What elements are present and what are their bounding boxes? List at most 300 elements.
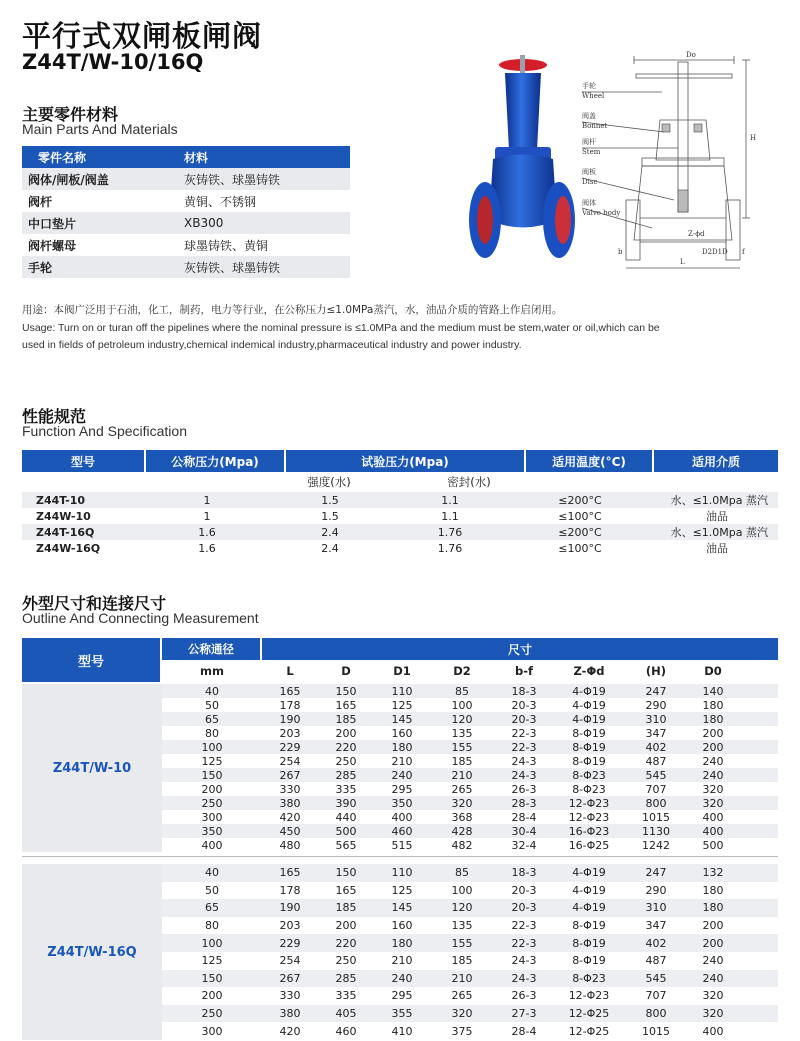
- outline-cell: 250: [201, 796, 223, 810]
- outline-cell: 12-Φ23: [568, 810, 610, 824]
- outline-cell: 203: [279, 919, 301, 933]
- outline-cell: 310: [645, 901, 667, 915]
- outline-cell: 8-Φ23: [572, 971, 606, 985]
- outline-cell: 707: [645, 989, 667, 1003]
- outline-cell: 22-3: [511, 936, 537, 950]
- table-row: [162, 796, 778, 810]
- outline-cell: 190: [279, 712, 301, 726]
- usage-text-en: Usage: Turn on or turan off the pipelines where the nominal pressure is ≤1.0MPa and the medium must be stem,water or oil,which can be used in fields of petroleum industry,chemical indemical industry,pharmaceutical industry and power industry.: [22, 322, 660, 351]
- outline-cell: 267: [279, 768, 301, 782]
- outline-cell: 140: [702, 684, 724, 698]
- outline-cell: 80: [205, 919, 219, 933]
- outline-header-dn: 公称通径: [162, 638, 260, 660]
- table-row: [162, 899, 778, 917]
- outline-cell: 110: [391, 684, 413, 698]
- outline-cell: 210: [391, 754, 413, 768]
- outline-col-header: D0: [704, 664, 722, 678]
- outline-cell: 4-Φ19: [572, 698, 606, 712]
- outline-cell: 185: [451, 954, 473, 968]
- outline-cell: 150: [201, 971, 223, 985]
- parts-header-name: 零件名称: [38, 150, 87, 165]
- outline-cell: 150: [335, 866, 357, 880]
- spec-nominal: 1.6: [198, 541, 216, 555]
- spec-model: Z44T-10: [36, 493, 86, 507]
- outline-cell: 85: [455, 866, 469, 880]
- part-material: 灰铸铁、球墨铸铁: [184, 260, 281, 275]
- spec-medium: 油品: [706, 510, 728, 523]
- parts-table-header: [22, 146, 350, 168]
- table-row: [22, 168, 350, 190]
- outline-cell: 12-Φ25: [568, 1007, 610, 1021]
- spec-model: Z44T-16Q: [36, 525, 95, 539]
- outline-cell: 24-3: [511, 754, 537, 768]
- outline-cell: 200: [201, 782, 223, 796]
- table-row: [22, 524, 778, 540]
- outline-cell: 487: [645, 754, 667, 768]
- table-row: [22, 256, 350, 278]
- outline-cell: 185: [335, 712, 357, 726]
- diagram-label-disc-en: Disc: [582, 178, 598, 186]
- table-row: [22, 508, 778, 524]
- table-row: [162, 754, 778, 768]
- table-row: [162, 824, 778, 838]
- outline-col-header: (H): [645, 664, 667, 678]
- outline-cell: 80: [205, 726, 219, 740]
- outline-cell: 450: [279, 824, 301, 838]
- outline-cell: 8-Φ19: [572, 740, 606, 754]
- outline-cell: 18-3: [511, 684, 537, 698]
- outline-cell: 125: [201, 954, 223, 968]
- outline-cell: 240: [391, 971, 413, 985]
- outline-cell: 380: [279, 796, 301, 810]
- diagram-label-f: f: [742, 248, 745, 256]
- spec-medium: 油品: [706, 542, 728, 555]
- outline-cell: 254: [279, 754, 301, 768]
- table-row: [162, 782, 778, 796]
- outline-cell: 155: [451, 936, 473, 950]
- outline-cell: 8-Φ19: [572, 936, 606, 950]
- spec-header-temp: 适用温度(°C): [526, 450, 652, 472]
- outline-group-16q: [22, 864, 778, 1040]
- outline-cell: 330: [279, 989, 301, 1003]
- spec-table: [22, 450, 778, 556]
- diagram-label-d2: D2: [702, 248, 713, 256]
- outline-table: [22, 638, 778, 1040]
- outline-cell: 28-4: [511, 1024, 537, 1038]
- outline-cell: 125: [201, 754, 223, 768]
- outline-cell: 20-3: [511, 698, 537, 712]
- outline-cell: 420: [279, 810, 301, 824]
- outline-cell: 320: [702, 796, 724, 810]
- outline-cell: 400: [702, 824, 724, 838]
- outline-cell: 330: [279, 782, 301, 796]
- outline-cell: 165: [279, 866, 301, 880]
- diagram-label-h: H: [750, 134, 757, 142]
- spec-medium: 水、≤1.0Mpa 蒸汽: [670, 494, 768, 507]
- valve-photo: [455, 55, 575, 270]
- spec-header-model: 型号: [22, 450, 144, 472]
- outline-cell: 200: [702, 919, 724, 933]
- outline-cell: 200: [702, 726, 724, 740]
- table-row: [162, 740, 778, 754]
- outline-cell: 18-3: [511, 866, 537, 880]
- outline-cell: 1015: [642, 1024, 670, 1038]
- outline-cell: 200: [335, 726, 357, 740]
- valve-cross-section-drawing: [582, 50, 782, 275]
- outline-cell: 180: [702, 883, 724, 897]
- outline-cell: 160: [391, 726, 413, 740]
- outline-cell: 178: [279, 883, 301, 897]
- outline-cell: 165: [279, 684, 301, 698]
- outline-cell: 26-3: [511, 782, 537, 796]
- outline-cell: 440: [335, 810, 357, 824]
- model-subtitle: Z44T/W-10/16Q: [22, 50, 204, 74]
- outline-cell: 400: [391, 810, 413, 824]
- outline-group-rows: [162, 684, 778, 852]
- outline-cell: 8-Φ19: [572, 954, 606, 968]
- spec-temp: ≤100°C: [558, 541, 602, 555]
- outline-cell: 545: [645, 971, 667, 985]
- outline-cell: 4-Φ19: [572, 712, 606, 726]
- spec-strength: 2.4: [321, 541, 339, 555]
- outline-cell: 1015: [642, 810, 670, 824]
- spec-model: Z44W-16Q: [36, 541, 101, 555]
- diagram-label-bonnet-en: Bonnet: [582, 122, 608, 130]
- diagram-label-body-cn: 阀体: [582, 199, 596, 207]
- outline-cell: 40: [205, 684, 219, 698]
- table-row: [162, 1022, 778, 1040]
- outline-group-model: Z44T/W-10: [22, 684, 162, 852]
- outline-cell: 420: [279, 1024, 301, 1038]
- outline-col-header: D: [341, 664, 351, 678]
- outline-cell: 28-4: [511, 810, 537, 824]
- outline-group-rows: [162, 864, 778, 1040]
- spec-nominal: 1: [203, 509, 211, 523]
- outline-cell: 50: [205, 883, 219, 897]
- parts-table: [22, 146, 350, 278]
- outline-cell: 247: [645, 684, 667, 698]
- outline-cell: 180: [702, 698, 724, 712]
- table-row: [162, 684, 778, 698]
- table-row: [162, 917, 778, 935]
- outline-cell: 203: [279, 726, 301, 740]
- outline-heading-en: Outline And Connecting Measurement: [22, 610, 259, 626]
- outline-cell: 150: [335, 684, 357, 698]
- outline-cell: 185: [451, 754, 473, 768]
- spec-sub-seal: 密封(水): [447, 475, 491, 489]
- outline-cell: 27-3: [511, 1007, 537, 1021]
- outline-cell: 65: [205, 712, 219, 726]
- outline-cell: 8-Φ19: [572, 754, 606, 768]
- outline-cell: 16-Φ25: [568, 838, 610, 852]
- outline-cell: 12-Φ25: [568, 1024, 610, 1038]
- outline-cell: 165: [335, 883, 357, 897]
- part-name: 中口垫片: [28, 216, 77, 231]
- outline-cell: 565: [335, 838, 357, 852]
- part-material: 黄铜、不锈钢: [184, 194, 257, 209]
- diagram-label-do: Do: [686, 51, 696, 59]
- outline-cell: 8-Φ19: [572, 726, 606, 740]
- outline-cell: 240: [391, 768, 413, 782]
- outline-cell: 515: [391, 838, 413, 852]
- table-row: [162, 810, 778, 824]
- outline-cell: 400: [702, 1024, 724, 1038]
- outline-cell: 180: [702, 712, 724, 726]
- parts-heading-cn: 主要零件材料: [22, 105, 119, 124]
- outline-cell: 180: [391, 740, 413, 754]
- outline-cell: 4-Φ19: [572, 901, 606, 915]
- outline-cell: 310: [645, 712, 667, 726]
- page-title: 平行式双闸板闸阀: [22, 19, 263, 53]
- table-row: [162, 1005, 778, 1023]
- outline-cell: 125: [391, 698, 413, 712]
- outline-column-headers: [162, 660, 778, 682]
- table-row: [162, 864, 778, 882]
- outline-cell: 220: [335, 740, 357, 754]
- outline-group-model: Z44T/W-16Q: [22, 864, 162, 1040]
- spec-subheader: [22, 472, 778, 492]
- part-name: 阀杆: [28, 194, 53, 209]
- outline-cell: 145: [391, 712, 413, 726]
- outline-cell: 40: [205, 866, 219, 880]
- outline-cell: 320: [451, 1007, 473, 1021]
- outline-cell: 380: [279, 1007, 301, 1021]
- spec-sub-strength: 强度(水): [307, 475, 351, 489]
- outline-cell: 165: [335, 698, 357, 712]
- outline-header-model: 型号: [22, 638, 160, 682]
- outline-cell: 4-Φ19: [572, 883, 606, 897]
- outline-cell: 707: [645, 782, 667, 796]
- outline-cell: 185: [335, 901, 357, 915]
- table-row: [22, 234, 350, 256]
- spec-seal: 1.76: [437, 525, 463, 539]
- diagram-label-z: Z-ϕd: [688, 230, 705, 238]
- diagram-label-b: b: [618, 248, 623, 256]
- diagram-label-wheel-cn: 手轮: [582, 82, 596, 90]
- outline-cell: 320: [702, 989, 724, 1003]
- outline-cell: 22-3: [511, 919, 537, 933]
- outline-cell: 16-Φ23: [568, 824, 610, 838]
- outline-cell: 12-Φ23: [568, 796, 610, 810]
- outline-cell: 300: [201, 810, 223, 824]
- outline-cell: 22-3: [511, 726, 537, 740]
- spec-seal: 1.1: [441, 509, 459, 523]
- outline-cell: 368: [451, 810, 473, 824]
- outline-cell: 200: [702, 936, 724, 950]
- outline-cell: 110: [391, 866, 413, 880]
- table-row: [22, 540, 778, 556]
- outline-cell: 125: [391, 883, 413, 897]
- outline-cell: 240: [702, 754, 724, 768]
- outline-cell: 132: [702, 866, 724, 880]
- part-material: 球墨铸铁、黄铜: [184, 238, 269, 253]
- outline-cell: 487: [645, 954, 667, 968]
- outline-cell: 335: [335, 782, 357, 796]
- outline-cell: 405: [335, 1007, 357, 1021]
- outline-cell: 8-Φ23: [572, 782, 606, 796]
- outline-cell: 250: [335, 954, 357, 968]
- outline-cell: 20-3: [511, 712, 537, 726]
- diagram-label-l: L: [680, 258, 685, 266]
- table-row: [22, 190, 350, 212]
- outline-col-header: b-f: [514, 664, 533, 678]
- outline-group-10: [22, 684, 778, 852]
- table-row: [162, 987, 778, 1005]
- outline-cell: 265: [451, 782, 473, 796]
- spec-header-nominal: 公称压力(Mpa): [146, 450, 284, 472]
- outline-cell: 32-4: [511, 838, 537, 852]
- outline-cell: 250: [201, 1007, 223, 1021]
- outline-cell: 210: [451, 768, 473, 782]
- outline-cell: 390: [335, 796, 357, 810]
- outline-cell: 200: [335, 919, 357, 933]
- part-material: 灰铸铁、球墨铸铁: [184, 172, 281, 187]
- outline-cell: 160: [391, 919, 413, 933]
- spec-heading-en: Function And Specification: [22, 423, 187, 439]
- outline-cell: 120: [451, 712, 473, 726]
- outline-cell: 12-Φ23: [568, 989, 610, 1003]
- outline-cell: 400: [201, 838, 223, 852]
- outline-cell: 320: [702, 782, 724, 796]
- outline-cell: 410: [391, 1024, 413, 1038]
- outline-cell: 8-Φ23: [572, 768, 606, 782]
- outline-cell: 402: [645, 936, 667, 950]
- outline-cell: 800: [645, 1007, 667, 1021]
- outline-cell: 155: [451, 740, 473, 754]
- spec-strength: 1.5: [321, 509, 339, 523]
- outline-header-size: 尺寸: [262, 638, 778, 660]
- outline-cell: 65: [205, 901, 219, 915]
- diagram-label-disc-cn: 阀板: [582, 168, 596, 176]
- outline-cell: 247: [645, 866, 667, 880]
- outline-cell: 200: [702, 740, 724, 754]
- outline-cell: 428: [451, 824, 473, 838]
- outline-cell: 4-Φ19: [572, 684, 606, 698]
- outline-cell: 100: [201, 936, 223, 950]
- outline-cell: 290: [645, 883, 667, 897]
- outline-cell: 145: [391, 901, 413, 915]
- outline-cell: 135: [451, 726, 473, 740]
- part-material: XB300: [184, 216, 224, 230]
- table-row: [22, 492, 778, 508]
- outline-cell: 1242: [642, 838, 670, 852]
- outline-cell: 220: [335, 936, 357, 950]
- outline-cell: 210: [451, 971, 473, 985]
- outline-heading-cn: 外型尺寸和连接尺寸: [22, 594, 167, 613]
- outline-cell: 120: [451, 901, 473, 915]
- outline-cell: 150: [201, 768, 223, 782]
- outline-cell: 100: [201, 740, 223, 754]
- outline-cell: 180: [702, 901, 724, 915]
- spec-header-test: 试验压力(Mpa): [286, 450, 524, 472]
- part-name: 阀杆螺母: [28, 238, 77, 253]
- table-row: [162, 726, 778, 740]
- spec-header-medium: 适用介质: [654, 450, 778, 472]
- outline-cell: 265: [451, 989, 473, 1003]
- spec-table-header: [22, 450, 778, 472]
- outline-cell: 100: [451, 883, 473, 897]
- part-name: 手轮: [28, 260, 53, 275]
- diagram-label-d1: D1: [712, 248, 723, 256]
- outline-cell: 460: [391, 824, 413, 838]
- outline-cell: 290: [645, 698, 667, 712]
- outline-cell: 285: [335, 971, 357, 985]
- outline-cell: 254: [279, 954, 301, 968]
- outline-cell: 20-3: [511, 883, 537, 897]
- outline-cell: 229: [279, 740, 301, 754]
- outline-cell: 300: [201, 1024, 223, 1038]
- spec-temp: ≤200°C: [558, 493, 602, 507]
- outline-cell: 320: [702, 1007, 724, 1021]
- outline-cell: 135: [451, 919, 473, 933]
- diagram-label-stem-cn: 阀杆: [582, 138, 596, 146]
- diagram-label-body-en: Valve body: [582, 209, 621, 217]
- outline-cell: 285: [335, 768, 357, 782]
- table-row: [162, 934, 778, 952]
- diagram-label-d: D: [722, 248, 728, 256]
- spec-heading-cn: 性能规范: [22, 407, 87, 426]
- outline-cell: 210: [391, 954, 413, 968]
- outline-cell: 375: [451, 1024, 473, 1038]
- outline-col-header: L: [286, 664, 294, 678]
- table-row: [162, 698, 778, 712]
- outline-cell: 24-3: [511, 768, 537, 782]
- parts-header-material: 材料: [184, 150, 209, 165]
- outline-cell: 347: [645, 919, 667, 933]
- table-row: [162, 838, 778, 852]
- outline-cell: 347: [645, 726, 667, 740]
- outline-col-header: Z-Φd: [573, 664, 605, 678]
- spec-strength: 2.4: [321, 525, 339, 539]
- diagram-label-stem-en: Stem: [582, 148, 601, 156]
- spec-seal: 1.1: [441, 493, 459, 507]
- spec-temp: ≤200°C: [558, 525, 602, 539]
- outline-cell: 8-Φ19: [572, 919, 606, 933]
- diagram-label-bonnet-cn: 阀盖: [582, 112, 596, 120]
- part-name: 阀体/闸板/阀盖: [28, 172, 109, 187]
- outline-cell: 350: [391, 796, 413, 810]
- table-row: [162, 712, 778, 726]
- outline-cell: 4-Φ19: [572, 866, 606, 880]
- spec-strength: 1.5: [321, 493, 339, 507]
- outline-cell: 545: [645, 768, 667, 782]
- outline-cell: 240: [702, 954, 724, 968]
- parts-heading-en: Main Parts And Materials: [22, 121, 178, 137]
- outline-cell: 800: [645, 796, 667, 810]
- outline-cell: 229: [279, 936, 301, 950]
- table-row: [22, 212, 350, 234]
- outline-col-header: D2: [453, 664, 471, 678]
- spec-model: Z44W-10: [36, 509, 91, 523]
- outline-cell: 240: [702, 768, 724, 782]
- outline-cell: 1130: [642, 824, 670, 838]
- outline-cell: 30-4: [511, 824, 537, 838]
- outline-cell: 350: [201, 824, 223, 838]
- outline-cell: 355: [391, 1007, 413, 1021]
- outline-cell: 402: [645, 740, 667, 754]
- outline-cell: 190: [279, 901, 301, 915]
- outline-cell: 335: [335, 989, 357, 1003]
- outline-cell: 24-3: [511, 971, 537, 985]
- outline-cell: 295: [391, 782, 413, 796]
- outline-cell: 100: [451, 698, 473, 712]
- outline-cell: 178: [279, 698, 301, 712]
- diagram-label-wheel-en: Wheel: [582, 92, 605, 100]
- outline-cell: 240: [702, 971, 724, 985]
- table-row: [162, 970, 778, 988]
- outline-cell: 20-3: [511, 901, 537, 915]
- outline-cell: 267: [279, 971, 301, 985]
